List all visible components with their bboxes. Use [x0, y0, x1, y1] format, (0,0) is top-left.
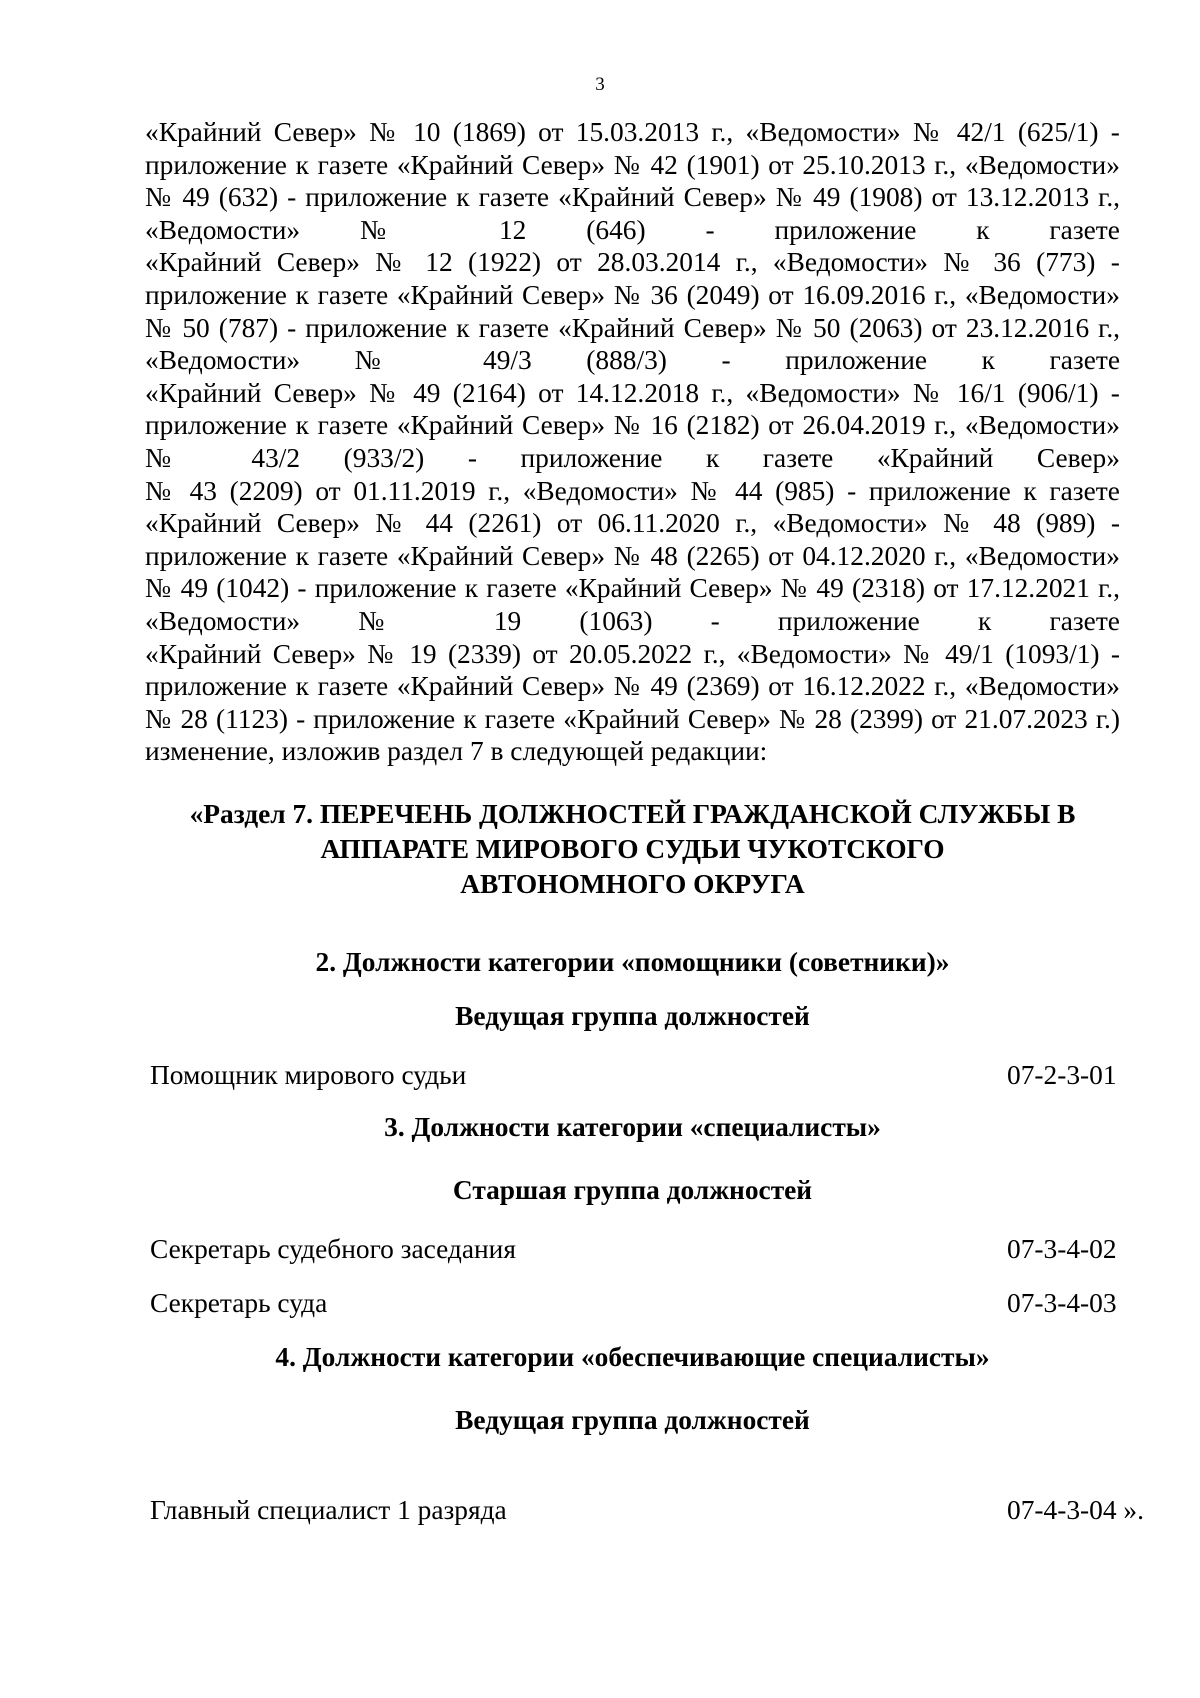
position-code: 07-4-3-04 ». — [1007, 1495, 1144, 1525]
paragraph-line: «Крайний Север» № 10 (1869) от 15.03.2013 г., «Ведомости» № 42/1 (625/1) - — [145, 117, 1120, 147]
paragraph-line: № 28 (1123) - приложение к газете «Крайний Север» № 28 (2399) от 21.07.2023 г.) — [145, 703, 1120, 734]
category-heading: 4. Должности категории «обеспечивающие специалисты» — [275, 1342, 990, 1372]
paragraph-line: приложение к газете «Крайний Север» № 36 (2049) от 16.09.2016 г., «Ведомости» — [145, 279, 1120, 310]
category-heading: 2. Должности категории «помощники (советники)» — [315, 947, 950, 977]
position-row — [150, 1287, 1117, 1319]
position-title: Секретарь суда — [150, 1288, 328, 1318]
amendment-paragraph — [145, 116, 1120, 768]
paragraph-line: «Крайний Север» № 44 (2261) от 06.11.2020 г., «Ведомости» № 48 (989) - — [145, 508, 1120, 539]
group-heading: Ведущая группа должностей — [455, 1001, 810, 1031]
paragraph-line: приложение к газете «Крайний Север» № 42 (1901) от 25.10.2013 г., «Ведомости» — [145, 149, 1120, 180]
paragraph-line: № 43 (2209) от 01.11.2019 г., «Ведомости» № 44 (985) - приложение к газете — [145, 475, 1120, 506]
section-title-line: АВТОНОМНОГО ОКРУГА — [460, 869, 805, 899]
position-row — [150, 1494, 1144, 1526]
page-number: 3 — [595, 74, 605, 95]
position-title: Помощник мирового судьи — [150, 1060, 467, 1090]
paragraph-line: «Крайний Север» № 12 (1922) от 28.03.2014 г., «Ведомости» № 36 (773) - — [145, 247, 1120, 278]
section-title-line: АППАРАТЕ МИРОВОГО СУДЬИ ЧУКОТСКОГО — [320, 834, 945, 864]
position-code: 07-3-4-02 — [1007, 1234, 1117, 1264]
position-code: 07-3-4-03 — [1007, 1288, 1117, 1318]
paragraph-line: «Крайний Север» № 19 (2339) от 20.05.2022 г., «Ведомости» № 49/1 (1093/1) - — [145, 638, 1120, 669]
paragraph-line: «Ведомости» № 49/3 (888/3) - приложение к газете — [145, 345, 1121, 376]
paragraph-line: № 50 (787) - приложение к газете «Крайний Север» № 50 (2063) от 23.12.2016 г., — [145, 312, 1121, 343]
paragraph-line: «Ведомости» № 19 (1063) - приложение к газете — [145, 605, 1120, 636]
position-title: Главный специалист 1 разряда — [150, 1495, 507, 1525]
paragraph-line: «Ведомости» № 12 (646) - приложение к газете — [145, 214, 1120, 245]
section-title — [145, 797, 1120, 902]
section-title-line: «Раздел 7. ПЕРЕЧЕНЬ ДОЛЖНОСТЕЙ ГРАЖДАНСКОЙ СЛУЖБЫ В — [189, 799, 1076, 829]
paragraph-line: № 49 (1042) - приложение к газете «Крайний Север» № 49 (2318) от 17.12.2021 г., — [145, 573, 1120, 604]
paragraph-line: № 49 (632) - приложение к газете «Крайний Север» № 49 (1908) от 13.12.2013 г., — [145, 182, 1121, 213]
paragraph-line: приложение к газете «Крайний Север» № 16 (2182) от 26.04.2019 г., «Ведомости» — [145, 410, 1120, 441]
position-row — [150, 1233, 1117, 1265]
group-heading: Ведущая группа должностей — [455, 1405, 810, 1435]
paragraph-line: «Крайний Север» № 49 (2164) от 14.12.2018 г., «Ведомости» № 16/1 (906/1) - — [145, 377, 1120, 408]
paragraph-line: изменение, изложив раздел 7 в следующей редакции: — [145, 736, 768, 767]
position-row — [150, 1059, 1117, 1091]
category-heading: 3. Должности категории «специалисты» — [384, 1112, 881, 1142]
paragraph-line: приложение к газете «Крайний Север» № 48 (2265) от 04.12.2020 г., «Ведомости» — [145, 540, 1120, 571]
paragraph-line: № 43/2 (933/2) - приложение к газете «Крайний Север» — [145, 442, 1120, 473]
paragraph-line: приложение к газете «Крайний Север» № 49 (2369) от 16.12.2022 г., «Ведомости» — [145, 671, 1120, 702]
group-heading: Старшая группа должностей — [452, 1175, 813, 1205]
position-title: Секретарь судебного заседания — [150, 1234, 516, 1264]
position-code: 07-2-3-01 — [1007, 1060, 1117, 1090]
